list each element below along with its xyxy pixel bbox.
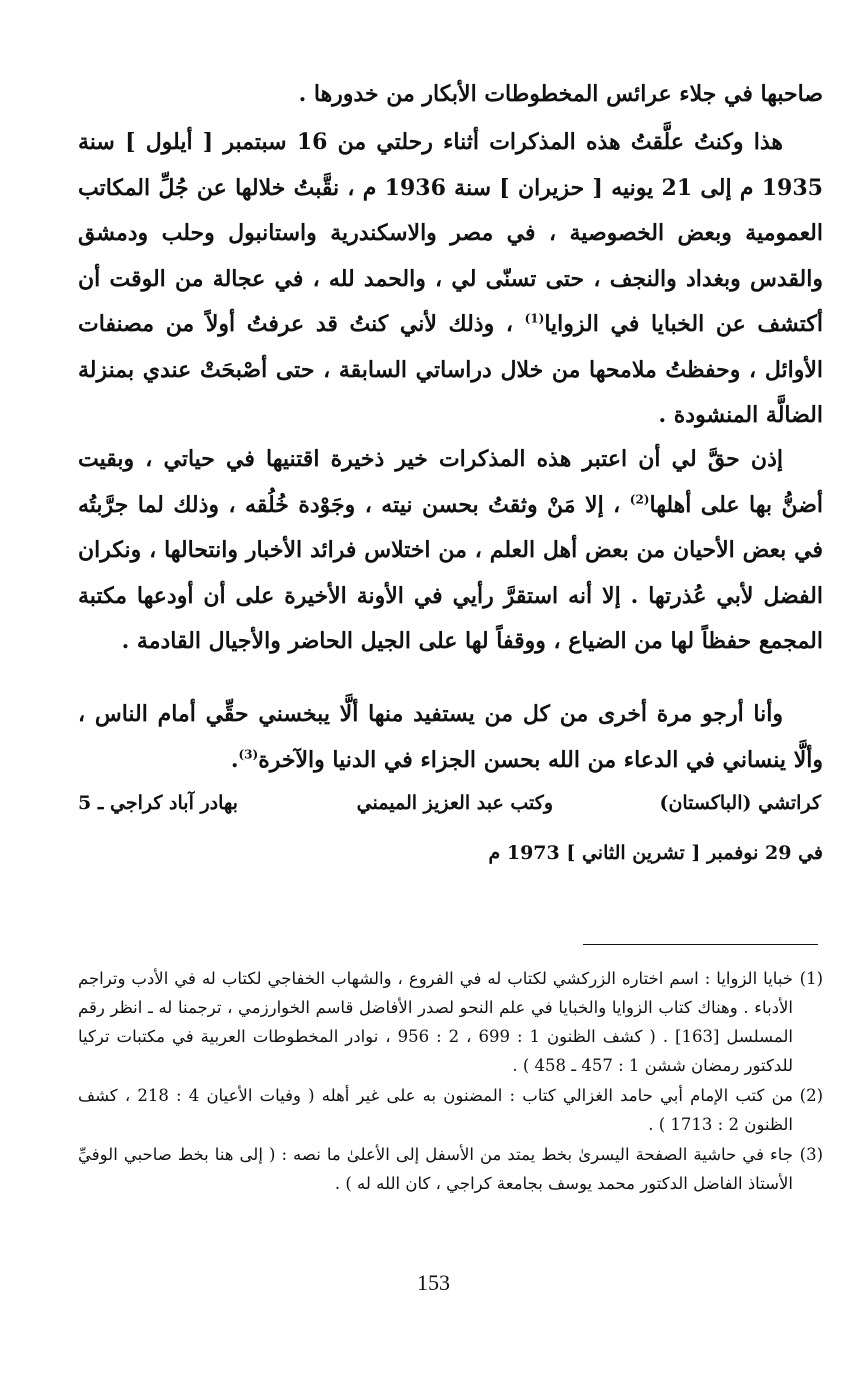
opening-line: صاحبها في جلاء عرائس المخطوطات الأبكار من خدورها . (298, 81, 823, 107)
footnote-number: (2) (799, 1086, 823, 1105)
footnote-ref-1: (1) (524, 311, 545, 326)
footnote-ref-3: (3) (238, 747, 259, 762)
signature-author: وكتب عبد العزيز الميمني (356, 792, 553, 814)
footnote-number: (1) (799, 969, 823, 988)
page-number: 153 (417, 1270, 450, 1295)
footnote-divider (583, 944, 818, 945)
footnote-ref-2: (2) (629, 492, 650, 507)
footnote-text: جاء في حاشية الصفحة اليسرىٰ بخط يمتد من الأسفل إلى الأعلىٰ ما نصه : ( إلى هنا بخط صاحبي الوفيِّ الأستاذ الفاضل الدكتور محمد يوسف بجامعة كراجي ، كان الله له ) . (78, 1145, 793, 1193)
signature-place: كراتشي (الباكستان) (659, 792, 821, 814)
footnote-text: خبايا الزوايا : اسم اختاره الزركشي لكتاب له في الفروع ، والشهاب الخفاجي لكتاب له في الأدب وتراجم الأدباء . وهناك كتاب الزوايا والخبايا في علم النحو لصدر الأفاضل قاسم الخوارزمي ، ترجمنا له ـ انظر رقم المسلسل [163] . ( كشف الظنون 1 : 699 ، 2 : 956 ، نوادر المخطوطات العربية في مكتبات تركيا للدكتور رمضان ششن 1 : 457 ـ 458 ) . (78, 969, 793, 1075)
paragraph-3-end: . (230, 746, 239, 773)
paragraph-1-continued: ، وذلك لأني كنتُ قد عرفتُ أولاً من مصنفات الأوائل ، وحفظتُ ملامحها من خلال دراساتي السابقة ، حتى أصْبحَتْ عندي بمنزلة الضالَّة المنشودة . (78, 311, 823, 428)
footnote-number: (3) (799, 1145, 823, 1164)
paragraph-3-text: وأنا أرجو مرة أخرى من كل من يستفيد منها ألَّا يبخسني حقِّي أمام الناس ، وألَّا ينساني في الدعاء من الله بحسن الجزاء في الدنيا والآخرة (78, 701, 823, 773)
footnote-text: من كتب الإمام أبي حامد الغزالي كتاب : المضنون به على غير أهله ( وفيات الأعيان 4 : 218 ، كشف الظنون 2 : 1713 ) . (78, 1086, 793, 1134)
signature-date: في 29 نوفمبر [ تشرين الثاني ] 1973 م (488, 842, 823, 864)
signature-row (78, 792, 823, 824)
paragraph-1-text: هذا وكنتُ علَّقتُ هذه المذكرات أثناء رحلتي من 16 سبتمبر [ أيلول ] سنة 1935 م إلى 21 يونيه [ حزيران ] سنة 1936 م ، نقَّبتُ خلالها عن جُلِّ المكاتب العمومية وبعض الخصوصية ، في مصر والاسكندرية واستانبول وحلب ودمشق والقدس وبغداد والنجف ، حتى تسنّى لي ، والحمد لله ، في عجالة من الوقت أن أكتشف عن الخبايا في الزوايا (78, 129, 823, 337)
paragraph-1 (78, 120, 823, 439)
paragraph-2-text-b: ، إلا مَنْ وثقتُ بحسن نيته ، وجَوْدة خُلُقه ، وذلك لما جرَّبتُه في بعض الأحيان من بعض أهل العلم ، من اختلاس فرائد الأخبار وانتحالها ، ونكران الفضل لأبي عُذرتها . إلا أنه استقرَّ رأيي في الأونة الأخيرة على أن أودعها مكتبة المجمع حفظاً لها من الضياع ، ووقفاً لها على الجيل الحاضر والأجيال القادمة . (78, 491, 823, 654)
paragraph-2 (78, 437, 823, 665)
signature-address: بهادر آباد كراجي ـ 5 (78, 792, 238, 814)
footnotes (78, 964, 823, 1199)
footnote-1 (78, 964, 823, 1080)
footnote-3 (78, 1140, 823, 1198)
paragraph-3 (78, 692, 823, 783)
paragraph-2-text-a: إذن حقَّ لي أن اعتبر هذه المذكرات خير ذخيرة اقتنيها في حياتي ، وبقيت أضنُّ بها على أهلها (78, 446, 823, 518)
footnote-2 (78, 1081, 823, 1139)
